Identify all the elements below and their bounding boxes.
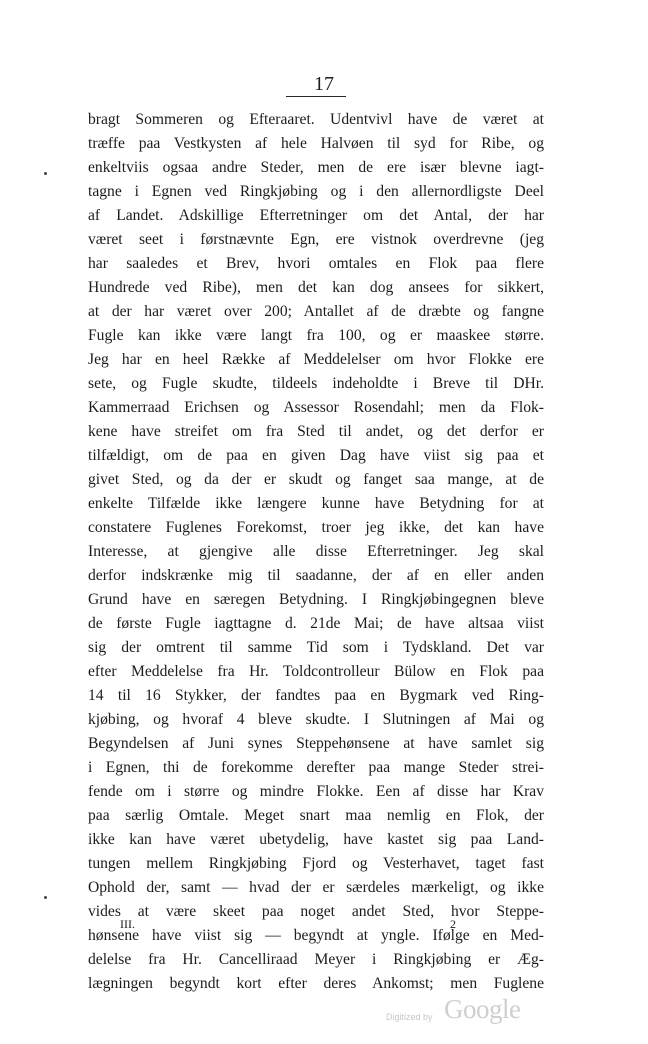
body-text [88, 108, 544, 996]
text-line: Jeg har en heel Række af Meddelelser om hvor Flokke ere [88, 351, 544, 368]
google-logo: Google [444, 994, 521, 1024]
text-line: i Egnen, thi de forekomme derefter paa mange Steder strei- [88, 759, 544, 776]
text-line: af Landet. Adskillige Efterretninger om det Antal, der har [88, 207, 544, 224]
text-line: været seet i førstnævnte Egn, ere vistnok overdrevne (jeg [88, 231, 544, 248]
text-line: Kammerraad Erichsen og Assessor Rosendahl; men da Flok- [88, 399, 544, 416]
margin-speck [44, 896, 47, 899]
text-line: at der har været over 200; Antallet af de dræbte og fangne [88, 303, 544, 320]
text-line: lægningen begyndt kort efter deres Ankomst; men Fuglene [88, 975, 544, 992]
text-line: sig der omtrent til samme Tid som i Tydskland. Det var [88, 639, 544, 656]
text-line: vides at være skeet paa noget andet Sted, hvor Steppe- [88, 903, 544, 920]
page-number: 17 [314, 73, 334, 95]
text-line: Hundrede ved Ribe), men det kan dog ansees for sikkert, [88, 279, 544, 296]
text-line: fende om i større og mindre Flokke. Een af disse har Krav [88, 783, 544, 800]
text-line: Begyndelsen af Juni synes Steppehønsene at have samlet sig [88, 735, 544, 752]
text-line: ikke kan have været ubetydelig, have kastet sig paa Land- [88, 831, 544, 848]
text-line: efter Meddelelse fra Hr. Toldcontrolleur Bülow en Flok paa [88, 663, 544, 680]
text-line: Interesse, at gjengive alle disse Efterretninger. Jeg skal [88, 543, 544, 560]
margin-speck [44, 172, 47, 175]
text-line: enkelte Tilfælde ikke længere kunne have Betydning for at [88, 495, 544, 512]
text-line: de første Fugle iagttagne d. 21de Mai; de have altsaa viist [88, 615, 544, 632]
text-line: hønsene have viist sig — begyndt at yngle. Ifølge en Med- [88, 927, 544, 944]
text-line: tagne i Egnen ved Ringkjøbing og i den allernordligste Deel [88, 183, 544, 200]
text-line: har saaledes et Brev, hvori omtales en Flok paa flere [88, 255, 544, 272]
text-line: enkeltviis ogsaa andre Steder, men de ere især blevne iagt- [88, 159, 544, 176]
text-line: Grund have en særegen Betydning. I Ringkjøbingegnen bleve [88, 591, 544, 608]
text-line: Fugle kan ikke være langt fra 100, og er maaskee større. [88, 327, 544, 344]
text-line: paa særlig Omtale. Meget snart maa nemlig en Flok, der [88, 807, 544, 824]
text-line: delelse fra Hr. Cancelliraad Meyer i Ringkjøbing er Æg- [88, 951, 544, 968]
text-line: constatere Fuglenes Forekomst, troer jeg ikke, det kan have [88, 519, 544, 536]
text-line: derfor indskrænke mig til saadanne, der af en eller anden [88, 567, 544, 584]
text-line: kene have streifet om fra Sted til andet, og det derfor er [88, 423, 544, 440]
text-line: tilfældigt, om de paa en given Dag have viist sig paa et [88, 447, 544, 464]
text-line: Ophold der, samt — hvad der er særdeles mærkeligt, og ikke [88, 879, 544, 896]
text-line: 14 til 16 Stykker, der fandtes paa en Bygmark ved Ring- [88, 687, 544, 704]
text-line: sete, og Fugle skudte, tildeels indeholdte i Breve til DHr. [88, 375, 544, 392]
google-watermark [386, 994, 526, 1034]
sheet-number: 2 [450, 917, 456, 931]
text-line: bragt Sommeren og Efteraaret. Udentvivl have de været at [88, 111, 544, 128]
signature-mark: III. [120, 917, 135, 931]
text-line: træffe paa Vestkysten af hele Halvøen til syd for Ribe, og [88, 135, 544, 152]
watermark-digitized-text: Digitized by [386, 1012, 433, 1022]
text-line: tungen mellem Ringkjøbing Fjord og Vesterhavet, taget fast [88, 855, 544, 872]
page-number-rule [286, 96, 346, 97]
text-line: givet Sted, og da der er skudt og fanget saa mange, at de [88, 471, 544, 488]
text-line: kjøbing, og hvoraf 4 bleve skudte. I Slutningen af Mai og [88, 711, 544, 728]
